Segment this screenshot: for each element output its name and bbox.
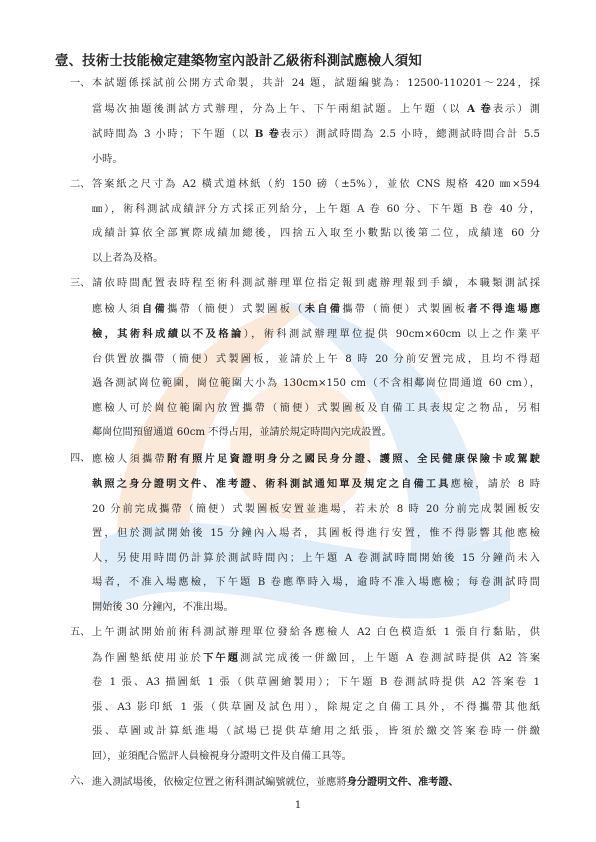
- item-text-line: [92, 770, 540, 796]
- item-number: 五、: [70, 627, 91, 638]
- page-title: 壹、技術士技能檢定建築物室內設計乙級術科測試應檢人須知: [55, 53, 422, 69]
- item-text-line: [92, 372, 540, 397]
- text-segment: 本試題係採試前公開方式命製，共計 24 題，試題編號為：12500-110201～224，採: [92, 78, 540, 89]
- item-text-line: [92, 322, 540, 348]
- bold-text: 未自備: [304, 302, 343, 315]
- bold-text: A 卷: [466, 102, 493, 115]
- text-segment: 應檢，請於 8 時: [450, 479, 540, 490]
- item-text-line: [92, 671, 540, 696]
- text-segment: 應檢人可於崗位範圍內放置攜帶（簡便）式製圖板及自備工具表規定之物品，另相: [92, 402, 540, 414]
- item-text-line: [92, 421, 540, 446]
- item-text-line: [92, 297, 540, 323]
- item-text-line: [92, 472, 540, 498]
- item-text-line: [92, 720, 540, 745]
- text-segment: 成績計算依全部實際成績加總後，四捨五入取至小數點以後第二位，成績達 60 分: [92, 228, 540, 239]
- text-segment: 為作圖墊紙使用並於: [92, 652, 204, 664]
- text-segment: 上午測試開始前術科測試辦理單位發給各應檢人 A2 白色模造紙 1 張自行黏貼，供: [92, 627, 540, 638]
- bold-text: B 卷: [254, 128, 281, 140]
- text-segment: 試時間為 3 小時；下午題（以: [92, 129, 255, 140]
- bold-text: 附有照片足資證明身分之國民身分證、護照、全民健康保險卡或駕駛: [167, 452, 541, 465]
- text-segment: 張、A3 影印紙 1 張（供草圖及試色用），除規定之自備工具外，不得攜帶其他紙: [92, 701, 540, 713]
- instruction-item: [70, 447, 540, 621]
- text-segment: 攜帶（簡便）式製圖板: [342, 303, 468, 315]
- text-segment: 回），並須配合監評人員檢視身分證明文件及自備工具等。: [92, 750, 352, 762]
- item-text-line: [92, 173, 540, 198]
- text-segment: ㎜），術科測試成績評分方式採正列給分，上午題 A 卷 60 分、下午題 B 卷 40 分，: [92, 203, 540, 215]
- text-segment: 以上者為及格。: [92, 252, 164, 264]
- text-segment: 應檢人須: [92, 303, 143, 315]
- item-text-line: [92, 522, 540, 547]
- item-text-line: [92, 222, 540, 247]
- instruction-item: [70, 770, 540, 796]
- text-segment: ），術科測試辦理單位提供 90cm×60cm 以上之作業平: [243, 329, 540, 340]
- item-text-line: [92, 571, 540, 596]
- text-segment: 表示）測: [492, 103, 540, 115]
- text-segment: 張、草圖或計算紙進場（試場已提供草繪用之紙張，皆須於繳交答案卷時一併繳: [92, 726, 540, 737]
- text-segment: 卷 1 張、A3 描圖紙 1 張（供草圖繪製用）；下午題 B 卷測試時提供 A2 答案卷 1: [92, 677, 540, 688]
- item-text-line: [92, 547, 540, 572]
- item-text-line: [92, 122, 540, 148]
- instruction-item: [70, 72, 540, 172]
- instruction-list: [70, 72, 540, 797]
- item-text-line: [92, 397, 540, 422]
- text-segment: 小時。: [92, 153, 123, 165]
- item-number: 六、: [70, 776, 91, 787]
- item-text-line: [92, 621, 540, 646]
- item-text-line: [92, 646, 540, 672]
- text-segment: 台供置放攜帶（簡便）式製圖板，並請於上午 8 時 20 分前安置完成，且均不得超: [92, 353, 540, 365]
- item-number: 二、: [70, 179, 91, 190]
- item-number: 四、: [70, 452, 91, 464]
- item-text-line: [92, 198, 540, 223]
- text-segment: 測試完成後一併繳回，上午題 A 卷測試時提供 A2 答案: [240, 652, 541, 664]
- text-segment: 置，但於測試開始後 15 分鐘內入場者，其圖板得進行安置，惟不得影響其他應檢: [92, 528, 540, 539]
- text-segment: 20 分前完成攜帶（簡便）式製圖板安置並進場，若未於 8 時 20 分前完成製圖板安: [92, 503, 540, 515]
- item-text-line: [92, 97, 540, 123]
- bold-text: 身分證明文件、准考證、: [346, 776, 459, 788]
- text-segment: 答案紙之尺寸為 A2 橫式道林紙（約 150 磅（±5%），並依 CNS 規格 420 ㎜×594: [92, 179, 540, 190]
- bold-text: 自備: [142, 302, 168, 315]
- bold-text: 檢，其術科成績以不及格論: [92, 328, 244, 340]
- text-segment: 鄰崗位間預留通道 60cm 不得占用，並請於規定時間內完成設置。: [92, 427, 392, 438]
- item-text-line: [92, 447, 540, 473]
- item-text-line: [92, 696, 540, 721]
- text-segment: 攜帶（簡便）式製圖板（: [167, 303, 305, 315]
- item-number: 三、: [70, 278, 91, 289]
- text-segment: 過各測試崗位範圍，崗位範圍大小為 130cm×150 cm（不含相鄰崗位間通道 60 cm），: [92, 378, 540, 389]
- text-segment: 人，另使用時間仍計算於測試時間內；上午題 A 卷測試時間開始後 15 分鐘尚未入: [92, 552, 540, 564]
- text-segment: 場者，不准入場應檢，下午題 B 卷應準時入場，逾時不准入場應檢；每卷測試時間: [92, 577, 540, 588]
- text-segment: 當場次抽題後測試方式辦理，分為上午、下午兩組試題。上午題（以: [92, 103, 467, 115]
- item-text-line: [92, 596, 540, 621]
- text-segment: 應檢人須攜帶: [92, 453, 168, 465]
- bold-text: 下午題: [203, 651, 241, 664]
- text-segment: 進入測試場後，依檢定位置之術科測試編號就位，並應將: [92, 777, 347, 788]
- page-number: 1: [294, 800, 302, 811]
- instruction-item: [70, 173, 540, 271]
- item-text-line: [92, 148, 540, 173]
- text-segment: 表示）測試時間為 2.5 小時，總測試時間合計 5.5: [280, 129, 540, 140]
- text-segment: 開始後 30 分鐘內，不准出場。: [92, 601, 234, 613]
- item-text-line: [92, 745, 540, 770]
- instruction-item: [70, 621, 540, 769]
- item-text-line: [92, 498, 540, 523]
- item-text-line: [92, 247, 540, 272]
- instruction-item: [70, 272, 540, 446]
- text-segment: 請依時間配置表時程至術科測試辦理單位指定報到處辦理報到手續，本職類測試採: [92, 278, 540, 289]
- item-text-line: [92, 72, 540, 97]
- bold-text: 執照之身分證明文件、准考證、術科測試通知單及規定之自備工具: [92, 478, 451, 490]
- item-number: 一、: [70, 78, 91, 89]
- item-text-line: [92, 272, 540, 297]
- bold-text: 者不得進場應: [467, 302, 541, 315]
- item-text-line: [92, 348, 540, 373]
